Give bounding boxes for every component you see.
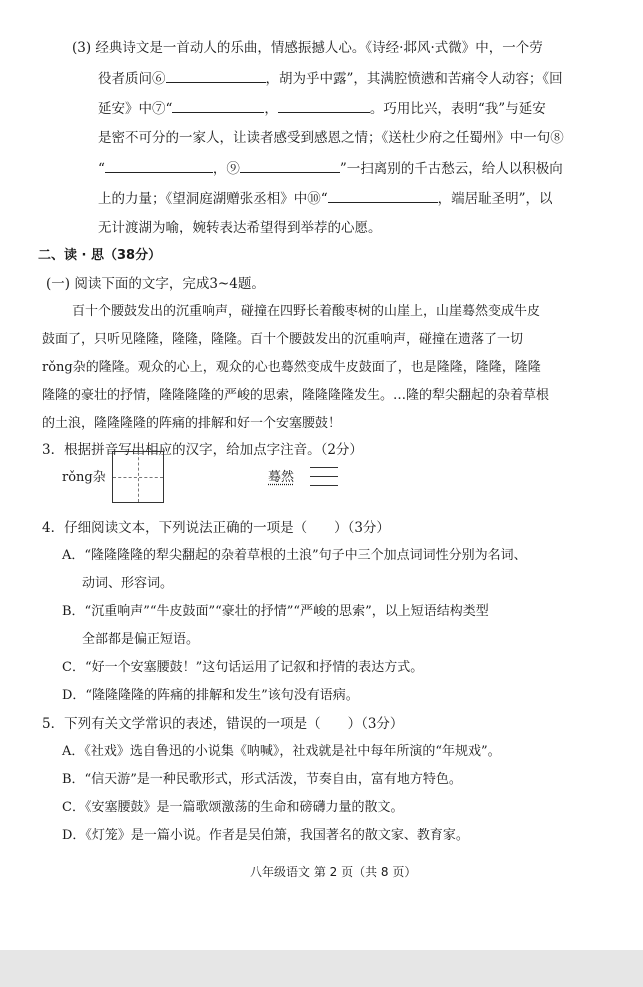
q4-option-c: C．“好一个安塞腰鼓！”这句话运用了记叙和抒情的表达方式。: [62, 660, 424, 675]
answer-blank-8[interactable]: [105, 158, 213, 173]
q3-poetry-line-2: 役者质问⑥ ，胡为乎中露”，其满腔愤懑和苦痛令人动容；《回: [98, 68, 563, 89]
bottom-gray-band: [0, 950, 643, 987]
q5-option-d: D．《灯笼》是一篇小说。作者是吴伯箫，我国著名的散文家、教育家。: [62, 828, 469, 843]
answer-blank-7b[interactable]: [278, 98, 370, 113]
answer-blank-9[interactable]: [240, 158, 340, 173]
dotted-word: 蓦然: [268, 470, 295, 485]
q5-option-c: C．《安塞腰鼓》是一篇歌颂激荡的生命和磅礴力量的散文。: [62, 800, 404, 815]
passage-line-1: 百十个腰鼓发出的沉重响声，碰撞在四野长着酸枣树的山崖上，山崖蓦然变成牛皮: [72, 304, 541, 319]
q5-stem: 5．下列有关文学常识的表述，错误的一项是（ ）（3分）: [42, 716, 404, 732]
q3-poetry-line-1: (3) 经典诗文是一首动人的乐曲，情感振撼人心。《诗经·邶风·式微》中，一个劳: [72, 40, 543, 56]
q4-option-a: A．“隆隆隆隆的犁尖翻起的杂着草根的土浪”句子中三个加点词词性分别为名词、: [62, 548, 527, 563]
answer-blank-7a[interactable]: [172, 98, 264, 113]
q3-stem: 3．根据拼音写出相应的汉字，给加点字注音。（2分）: [42, 442, 363, 458]
answer-blank-6[interactable]: [166, 68, 266, 83]
part2-title: 二、读 · 思（38分）: [38, 248, 162, 263]
q4-option-d: D．“隆隆隆隆的阵痛的排解和发生”该句没有语病。: [62, 688, 359, 703]
passage-line-2: 鼓面了，只听见隆隆，隆隆，隆隆。百十个腰鼓发出的沉重响声，碰撞在遗落了一切: [42, 332, 524, 347]
q5-option-a: A．《社戏》选自鲁迅的小说集《呐喊》，社戏就是社中每年所演的“年规戏”。: [62, 744, 501, 759]
q4-stem: 4．仔细阅读文本，下列说法正确的一项是（ ）（3分）: [42, 520, 390, 536]
q4-option-a-cont: 动词、形容词。: [82, 576, 174, 591]
answer-blank-10[interactable]: [328, 188, 438, 203]
passage-line-3: rǒng杂的隆隆。观众的心上，观众的心也蓦然变成牛皮鼓面了，也是隆隆，隆隆，隆隆: [42, 360, 541, 375]
pinyin-answer-lines[interactable]: [310, 467, 338, 489]
q4-option-b: B．“沉重响声”“牛皮鼓面”“豪壮的抒情”“严峻的思索”，以上短语结构类型: [62, 604, 489, 619]
q5-option-b: B．“信天游”是一种民歌形式，形式活泼，节奏自由，富有地方特色。: [62, 772, 462, 787]
passage-line-4: 隆隆的豪壮的抒情，隆隆隆隆的严峻的思索，隆隆隆隆发生。…隆的犁尖翻起的杂着草根: [42, 388, 550, 403]
q3-poetry-line-5: “ ，⑨ ”一扫离别的千古愁云，给人以积极向: [98, 158, 563, 179]
q3-poetry-line-4: 是密不可分的一家人，让读者感受到感恩之情；《送杜少府之任蜀州》中一句⑧: [98, 130, 564, 146]
passage-line-5: 的土浪，隆隆隆隆的阵痛的排解和好一个安塞腰鼓！: [42, 416, 342, 431]
q3-poetry-line-6: 上的力量；《望洞庭湖赠张丞相》中⑩“ ，端居耻圣明”，以: [98, 188, 553, 209]
writing-grid-box[interactable]: [112, 451, 164, 503]
q4-option-b-cont: 全部都是偏正短语。: [82, 632, 200, 647]
page-footer: 八年级语文 第 2 页（共 8 页）: [250, 865, 417, 879]
pinyin-label: rǒng杂: [62, 470, 106, 485]
q3-poetry-line-3: 延安》中⑦“ ， 。巧用比兴，表明“我”与延安: [98, 98, 546, 119]
q3-poetry-line-7: 无计渡湖为喻，婉转表达希望得到举荐的心愿。: [98, 220, 382, 236]
sub1-title: (一) 阅读下面的文字，完成3~4题。: [46, 276, 265, 292]
